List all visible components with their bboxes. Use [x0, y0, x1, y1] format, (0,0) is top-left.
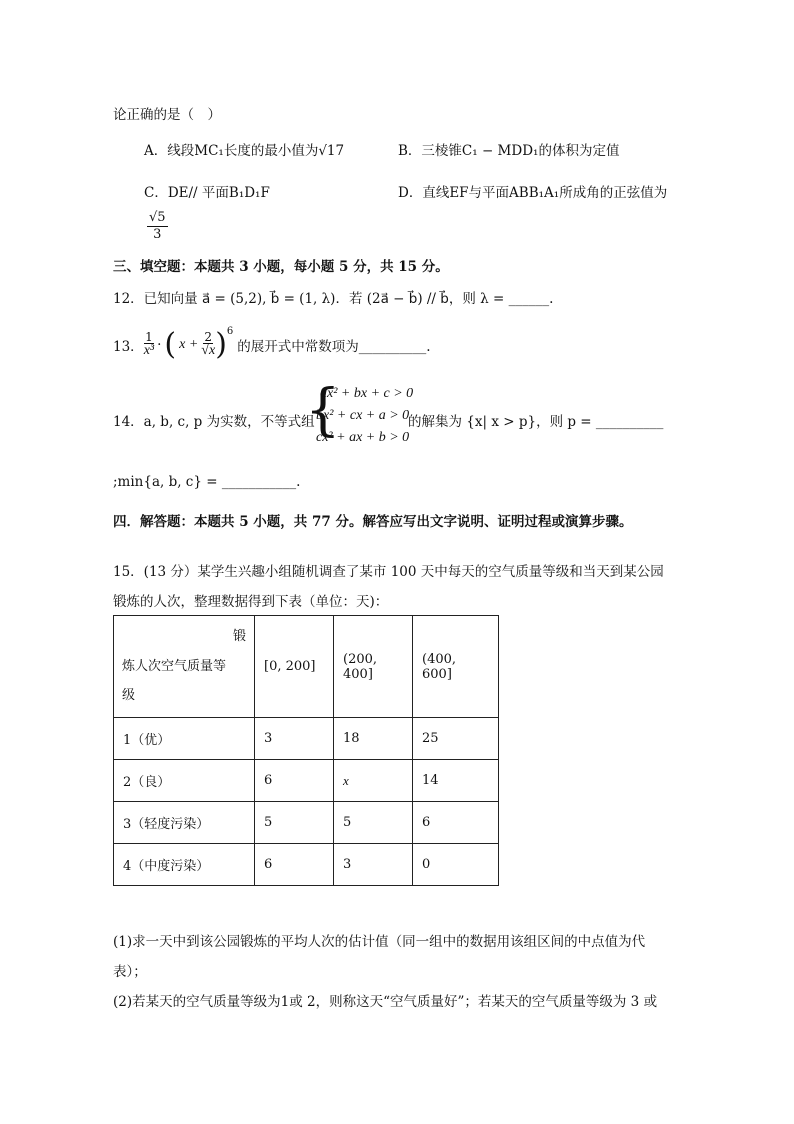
table-cell: 18 [334, 718, 413, 760]
table-cell: 6 [255, 844, 334, 886]
table-cell: 5 [334, 802, 413, 844]
table-cell: 25 [413, 718, 499, 760]
row-label: 2（良） [114, 760, 255, 802]
column-header: (400, 600] [413, 616, 499, 718]
row-label: 3（轻度污染） [114, 802, 255, 844]
table-row [114, 760, 499, 802]
section-3-heading: 三、填空题：本题共 3 小题，每小题 5 分，共 15 分。 [113, 259, 449, 275]
question-13-tail: 的展开式中常数项为__________. [237, 339, 431, 355]
inequality-3: cx² + ax + b > 0 [316, 430, 410, 445]
data-table [113, 615, 499, 886]
table-cell: 3 [334, 844, 413, 886]
question-13-number: 13． [113, 339, 144, 355]
q13-fraction-1-over-x3: $\frac{1}{\text{x³}}$ [143, 329, 155, 359]
question-14-tail: 的解集为 {x| x > p}，则 p = __________ [408, 414, 664, 430]
table-cell: 5 [255, 802, 334, 844]
question-15-part-1-line-2: 表）； [113, 964, 147, 980]
table-row [114, 718, 499, 760]
row-label: 1（优） [114, 718, 255, 760]
table-cell: x [334, 760, 413, 802]
inequality-1: ax² + bx + c > 0 [320, 386, 414, 401]
column-header: (200, 400] [334, 616, 413, 718]
table-header-row [114, 616, 499, 718]
question-14-line-2: ;min{a, b, c} = ___________. [113, 474, 301, 490]
table-cell: 3 [255, 718, 334, 760]
row-label: 4（中度污染） [114, 844, 255, 886]
system-brace: { [305, 378, 341, 443]
q11-option-a: A．线段MC₁长度的最小值为√17 [144, 143, 345, 159]
question-15-line-2: 锻炼的人次，整理数据得到下表（单位：天)： [113, 594, 389, 610]
fraction-denominator: 3 [153, 226, 162, 242]
table-cell: 6 [255, 760, 334, 802]
table-corner-header: 锻 炼人次空气质量等 级 [114, 616, 255, 718]
q13-fraction-2-over-sqrtx: $\frac{2}{√x}$ [201, 329, 216, 359]
q11-option-c: C．DE// 平面B₁D₁F [144, 185, 270, 201]
question-13: 13． $\frac{1}{\text{x³}}$ · ( x + $\frac{2}{√x}$ ) 6 的展开式中常数项为__________. [113, 325, 431, 362]
q11-option-b: B．三棱锥C₁ − MDD₁的体积为定值 [398, 143, 620, 159]
column-header: [0, 200] [255, 616, 334, 718]
question-15-part-2: (2)若某天的空气质量等级为1或 2，则称这天“空气质量好”；若某天的空气质量等级为 3 或 [113, 994, 658, 1010]
table-cell: 0 [413, 844, 499, 886]
table-row [114, 844, 499, 886]
question-12: 12．已知向量 a⃗ = (5,2), b⃗ = (1, λ)．若 (2a⃗ − b⃗) // b⃗，则 λ = ______. [113, 291, 554, 307]
section-4-heading: 四．解答题：本题共 5 小题，共 77 分。解答应写出文字说明、证明过程或演算步骤。 [113, 514, 633, 530]
fraction-numerator: √5 [149, 210, 166, 225]
table-cell: 6 [413, 802, 499, 844]
q11-option-d-fraction [147, 210, 168, 242]
question-15-line-1: 15．(13 分）某学生兴趣小组随机调查了某市 100 天中每天的空气质量等级和当天到某公园 [113, 564, 664, 580]
question-14-lead: 14．a, b, c, p 为实数，不等式组 [113, 414, 315, 430]
table-row [114, 802, 499, 844]
q11-stem-tail: 论正确的是（ ） [113, 107, 221, 123]
inequality-2: bx² + cx + a > 0 [316, 408, 410, 423]
table-cell: 14 [413, 760, 499, 802]
question-15-part-1-line-1: (1)求一天中到该公园锻炼的平均人次的估计值（同一组中的数据用该组区间的中点值为代 [113, 934, 646, 950]
q11-option-d: D．直线EF与平面ABB₁A₁所成角的正弦值为 [398, 185, 668, 201]
